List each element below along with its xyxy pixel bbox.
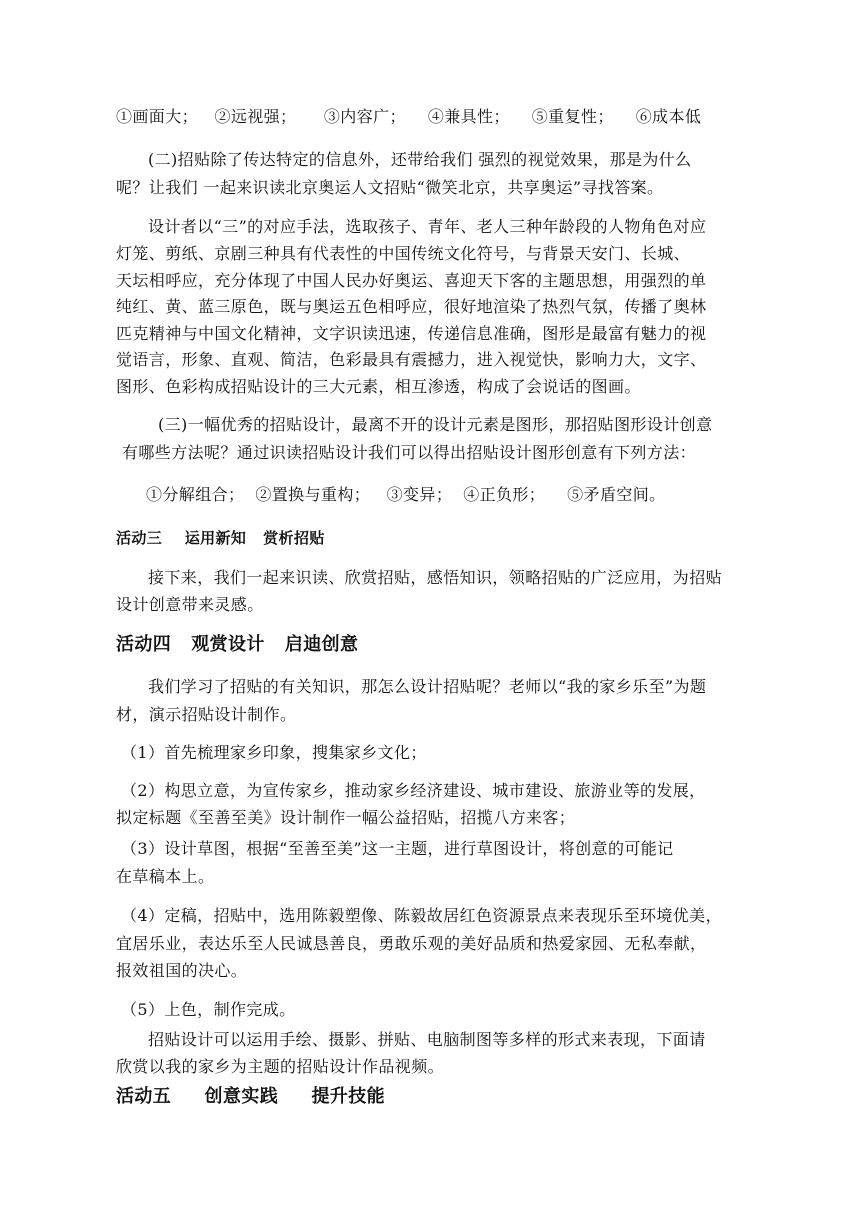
paragraph-3-line-7: 图形、色彩构成招贴设计的三大元素，相互渗透，构成了会说话的图画。 [116, 377, 641, 396]
paragraph-2-line-1: (二)招贴除了传达特定的信息外，还带给我们 强烈的视觉效果，那是为什么 [148, 150, 692, 169]
paragraph-2-line-2: 呢？让我们 一起来识读北京奥运人文招贴“微笑北京，共享奥运”寻找答案。 [116, 178, 664, 197]
paragraph-3-line-6: 觉语言，形象、直观、简洁，色彩最具有震撼力，进入视觉快，影响力大，文字、 [116, 350, 707, 369]
paragraph-3-line-2: 灯笼、剪纸、京剧三种具有代表性的中国传统文化符号，与背景天安门、长城、 [116, 244, 691, 263]
paragraph-3-line-5: 匹克精神与中国文化精神，文字识读迅速，传递信息准确，图形是最富有魅力的视 [116, 324, 707, 343]
step-2-line-2: 拟定标题《至善至美》设计制作一幅公益招贴，招揽八方来客； [116, 808, 576, 827]
paragraph-3-line-3: 天坛相呼应，充分体现了中国人民办好奥运、喜迎天下客的主题思想，用强烈的单 [116, 271, 707, 290]
paragraph-4-line-1: (三)一幅优秀的招贴设计，最离不开的设计元素是图形，那招贴图形设计创意 [158, 415, 713, 434]
step-3-line-1: （3）设计草图，根据“至善至美”这一主题，进行草图设计，将创意的可能记 [121, 839, 674, 858]
step-2-line-1: （2）构思立意，为宣传家乡，推动家乡经济建设、城市建设、旅游业等的发展， [121, 781, 706, 800]
characteristics-list: ①画面大； ②远视强； ③内容广； ④兼具性； ⑤重复性； ⑥成本低 [116, 107, 702, 126]
activity-5-heading: 活动五 创意实践 提升技能 [116, 1086, 386, 1107]
step-1: （1）首先梳理家乡印象，搜集家乡文化； [121, 743, 427, 762]
paragraph-4-line-2: 有哪些方法呢？通过识读招贴设计我们可以得出招贴设计图形创意有下列方法： [122, 443, 697, 462]
methods-list: ①分解组合； ②置换与重构； ③变异； ④正负形； ⑤矛盾空间。 [146, 485, 666, 504]
step-5: （5）上色，制作完成。 [121, 1000, 296, 1019]
activity-3-heading: 活动三 运用新知 赏析招贴 [116, 529, 325, 547]
paragraph-7-line-1: 招贴设计可以运用手绘、摄影、拼贴、电脑制图等多样的形式来表现，下面请 [148, 1030, 706, 1049]
paragraph-3-line-1: 设计者以“三”的对应手法，选取孩子、青年、老人三种年龄段的人物角色对应 [148, 217, 707, 236]
step-4-line-1: （4）定稿，招贴中，选用陈毅塑像、陈毅故居红色资源景点来表现乐至环境优美， [121, 906, 722, 925]
step-4-line-2: 宜居乐业，表达乐至人民诚恳善良，勇敢乐观的美好品质和热爱家园、无私奉献， [116, 934, 707, 953]
step-3-line-2: 在草稿本上。 [116, 867, 215, 886]
paragraph-5-line-1: 接下来，我们一起来识读、欣赏招贴，感悟知识，领略招贴的广泛应用，为招贴 [148, 568, 723, 587]
paragraph-6-line-1: 我们学习了招贴的有关知识，那怎么设计招贴呢？老师以“我的家乡乐至”为题 [148, 677, 707, 696]
step-4-line-3: 报效祖国的决心。 [116, 961, 248, 980]
activity-4-heading: 活动四 观赏设计 启迪创意 [116, 634, 359, 655]
paragraph-3-line-4: 纯红、黄、蓝三原色，既与奥运五色相呼应，很好地渲染了热烈气氛，传播了奥林 [116, 297, 707, 316]
paragraph-5-line-2: 设计创意带来灵感。 [116, 595, 264, 614]
paragraph-7-line-2: 欣赏以我的家乡为主题的招贴设计作品视频。 [116, 1057, 445, 1076]
paragraph-6-line-2: 材，演示招贴设计制作。 [116, 705, 297, 724]
